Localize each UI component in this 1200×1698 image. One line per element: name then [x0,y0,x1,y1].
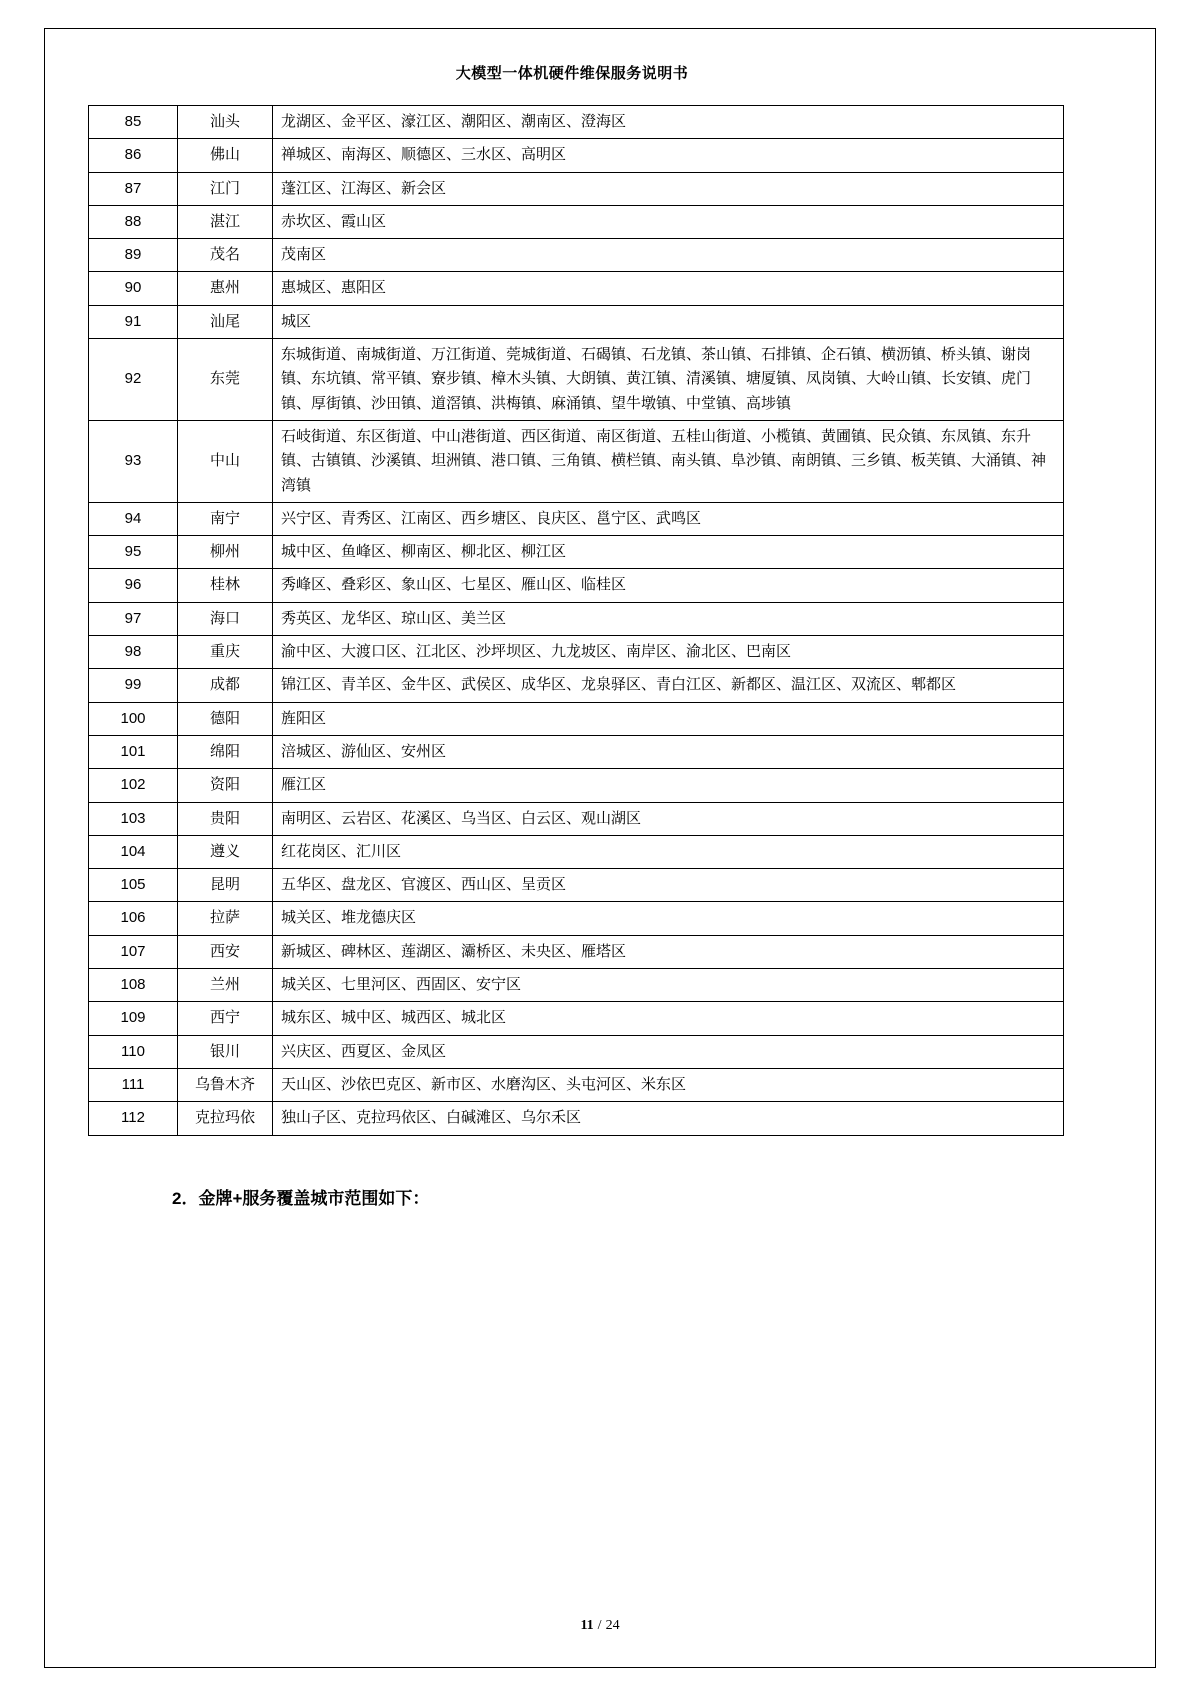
row-city: 银川 [178,1035,273,1068]
row-index: 97 [89,602,178,635]
table-row [89,239,1064,272]
page-separator: / [597,1618,602,1633]
table-row [89,835,1064,868]
row-city: 资阳 [178,769,273,802]
row-city: 江门 [178,172,273,205]
row-city: 中山 [178,420,273,502]
page-content [88,62,1112,1209]
row-index: 90 [89,272,178,305]
row-areas: 天山区、沙依巴克区、新市区、水磨沟区、头屯河区、米东区 [273,1068,1064,1101]
row-index: 112 [89,1102,178,1135]
section-heading: 2．金牌+服务覆盖城市范围如下： [172,1188,430,1208]
row-areas: 旌阳区 [273,702,1064,735]
row-index: 88 [89,205,178,238]
row-city: 贵阳 [178,802,273,835]
row-city: 西安 [178,935,273,968]
row-city: 东莞 [178,339,273,421]
row-index: 93 [89,420,178,502]
table-row [89,272,1064,305]
row-index: 108 [89,969,178,1002]
row-index: 92 [89,339,178,421]
row-city: 西宁 [178,1002,273,1035]
row-areas: 涪城区、游仙区、安州区 [273,735,1064,768]
row-index: 87 [89,172,178,205]
row-areas: 秀峰区、叠彩区、象山区、七星区、雁山区、临桂区 [273,569,1064,602]
row-areas: 锦江区、青羊区、金牛区、武侯区、成华区、龙泉驿区、青白江区、新都区、温江区、双流区、郫都区 [273,669,1064,702]
row-index: 96 [89,569,178,602]
row-areas: 雁江区 [273,769,1064,802]
table-row [89,636,1064,669]
current-page-number: 11 [580,1618,594,1633]
table-row [89,802,1064,835]
table-row [89,339,1064,421]
row-index: 100 [89,702,178,735]
row-areas: 龙湖区、金平区、濠江区、潮阳区、潮南区、澄海区 [273,106,1064,139]
document-header-title: 大模型一体机硬件维保服务说明书 [455,66,689,82]
row-areas: 渝中区、大渡口区、江北区、沙坪坝区、九龙坡区、南岸区、渝北区、巴南区 [273,636,1064,669]
row-areas: 兴宁区、青秀区、江南区、西乡塘区、良庆区、邕宁区、武鸣区 [273,502,1064,535]
table-row [89,502,1064,535]
table-body [89,106,1064,1136]
row-city: 德阳 [178,702,273,735]
row-city: 海口 [178,602,273,635]
total-page-count: 24 [605,1618,620,1633]
table-row [89,1068,1064,1101]
row-areas: 城关区、堆龙德庆区 [273,902,1064,935]
table-row [89,969,1064,1002]
row-areas: 赤坎区、霞山区 [273,205,1064,238]
page-footer [0,1618,1200,1634]
row-index: 111 [89,1068,178,1101]
row-index: 102 [89,769,178,802]
row-areas: 秀英区、龙华区、琼山区、美兰区 [273,602,1064,635]
row-areas: 五华区、盘龙区、官渡区、西山区、呈贡区 [273,869,1064,902]
row-city: 遵义 [178,835,273,868]
row-index: 109 [89,1002,178,1035]
table-row [89,1102,1064,1135]
row-areas: 蓬江区、江海区、新会区 [273,172,1064,205]
row-areas: 城中区、鱼峰区、柳南区、柳北区、柳江区 [273,536,1064,569]
table-row [89,420,1064,502]
row-city: 桂林 [178,569,273,602]
row-areas: 禅城区、南海区、顺德区、三水区、高明区 [273,139,1064,172]
row-index: 107 [89,935,178,968]
row-areas: 兴庆区、西夏区、金凤区 [273,1035,1064,1068]
table-row [89,305,1064,338]
service-coverage-table [88,105,1064,1136]
row-index: 95 [89,536,178,569]
row-areas: 红花岗区、汇川区 [273,835,1064,868]
row-city: 茂名 [178,239,273,272]
row-index: 103 [89,802,178,835]
row-city: 重庆 [178,636,273,669]
row-areas: 惠城区、惠阳区 [273,272,1064,305]
row-city: 汕尾 [178,305,273,338]
table-row [89,702,1064,735]
table-row [89,902,1064,935]
row-areas: 城东区、城中区、城西区、城北区 [273,1002,1064,1035]
table-row [89,1035,1064,1068]
row-city: 克拉玛依 [178,1102,273,1135]
row-index: 110 [89,1035,178,1068]
row-areas: 南明区、云岩区、花溪区、乌当区、白云区、观山湖区 [273,802,1064,835]
table-row [89,869,1064,902]
table-row [89,602,1064,635]
row-index: 85 [89,106,178,139]
row-index: 89 [89,239,178,272]
table-row [89,935,1064,968]
table-row [89,569,1064,602]
row-city: 惠州 [178,272,273,305]
row-index: 98 [89,636,178,669]
row-areas: 城关区、七里河区、西固区、安宁区 [273,969,1064,1002]
table-row [89,769,1064,802]
row-index: 105 [89,869,178,902]
table-row [89,735,1064,768]
table-row [89,536,1064,569]
row-city: 汕头 [178,106,273,139]
table-row [89,1002,1064,1035]
row-areas: 东城街道、南城街道、万江街道、莞城街道、石碣镇、石龙镇、茶山镇、石排镇、企石镇、横沥镇、桥头镇、谢岗镇、东坑镇、常平镇、寮步镇、樟木头镇、大朗镇、黄江镇、清溪镇、塘厦镇、凤岗镇、大岭山镇、长安镇、虎门镇、厚街镇、沙田镇、道滘镇、洪梅镇、麻涌镇、望牛墩镇、中堂镇、高埗镇 [273,339,1064,421]
row-areas: 独山子区、克拉玛依区、白碱滩区、乌尔禾区 [273,1102,1064,1135]
table-row [89,172,1064,205]
table-row [89,669,1064,702]
row-city: 南宁 [178,502,273,535]
row-city: 成都 [178,669,273,702]
table-row [89,139,1064,172]
row-city: 湛江 [178,205,273,238]
row-city: 绵阳 [178,735,273,768]
row-index: 86 [89,139,178,172]
table-row [89,205,1064,238]
row-index: 91 [89,305,178,338]
row-index: 99 [89,669,178,702]
row-city: 拉萨 [178,902,273,935]
row-index: 104 [89,835,178,868]
row-index: 94 [89,502,178,535]
row-city: 昆明 [178,869,273,902]
row-city: 兰州 [178,969,273,1002]
row-areas: 石岐街道、东区街道、中山港街道、西区街道、南区街道、五桂山街道、小榄镇、黄圃镇、民众镇、东凤镇、东升镇、古镇镇、沙溪镇、坦洲镇、港口镇、三角镇、横栏镇、南头镇、阜沙镇、南朗镇、三乡镇、板芙镇、大涌镇、神湾镇 [273,420,1064,502]
row-index: 106 [89,902,178,935]
row-areas: 新城区、碑林区、莲湖区、灞桥区、未央区、雁塔区 [273,935,1064,968]
row-city: 佛山 [178,139,273,172]
row-areas: 茂南区 [273,239,1064,272]
row-areas: 城区 [273,305,1064,338]
row-city: 柳州 [178,536,273,569]
row-city: 乌鲁木齐 [178,1068,273,1101]
row-index: 101 [89,735,178,768]
table-row [89,106,1064,139]
